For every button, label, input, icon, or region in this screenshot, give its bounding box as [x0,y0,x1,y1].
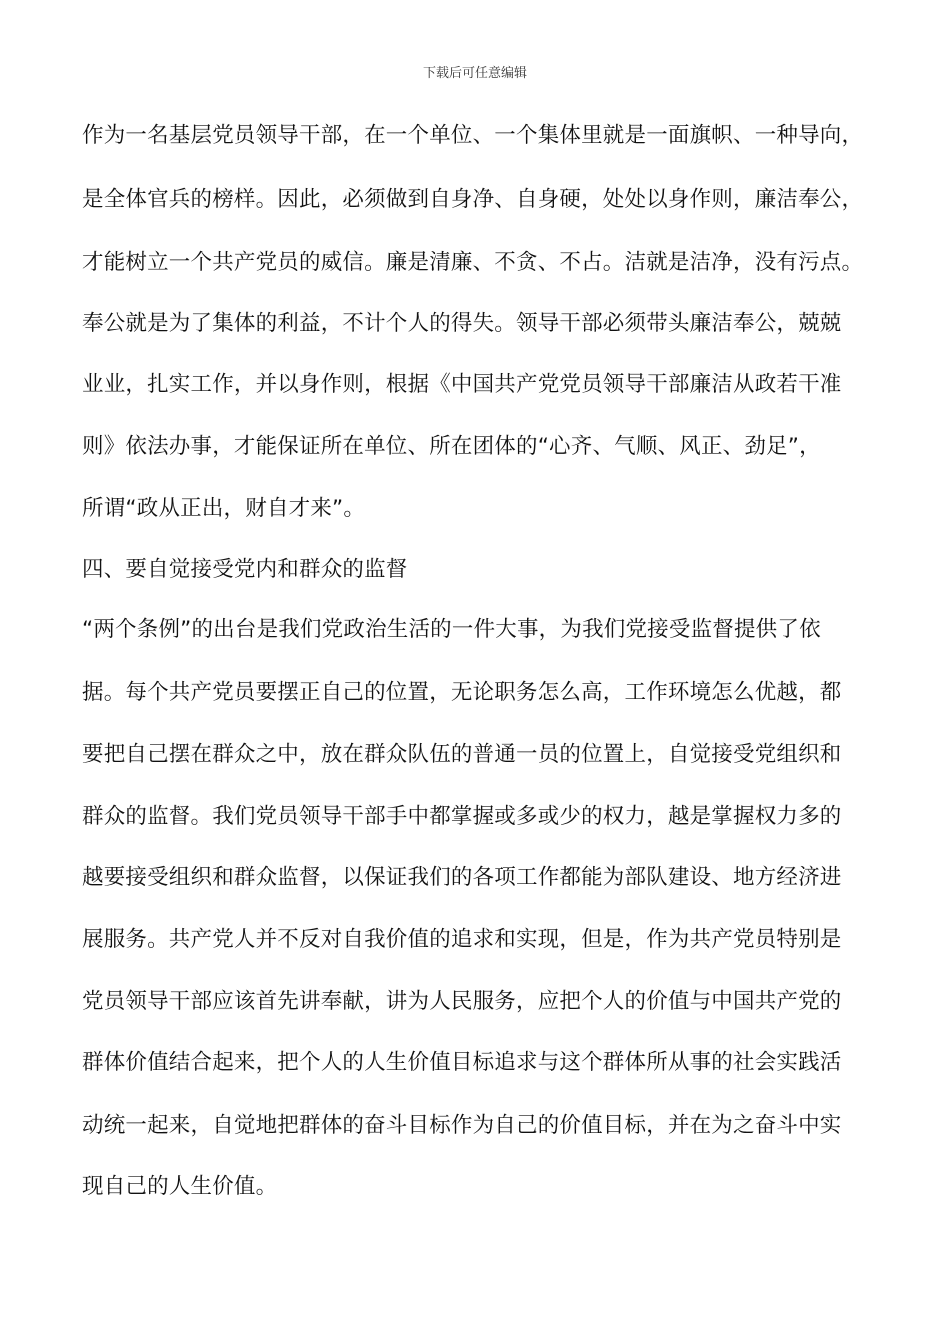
paragraph-line: 是全体官兵的榜样。因此，必须做到自身净、自身硬，处处以身作则，廉洁奉公， [82,187,864,212]
paragraph-line: 则》依法办事，才能保证所在单位、所在团体的“心齐、气顺、风正、劲足”， [82,434,821,459]
paragraph-line: 党员领导干部应该首先讲奉献，讲为人民服务，应把个人的价值与中国共产党的 [82,989,842,1014]
paragraph-line: 群体价值结合起来，把个人的人生价值目标追求与这个群体所从事的社会实践活 [82,1050,842,1075]
paragraph-line: 据。每个共产党员要摆正自己的位置，无论职务怎么高，工作环境怎么优越，都 [82,680,842,705]
paragraph-line: “两个条例”的出台是我们党政治生活的一件大事，为我们党接受监督提供了依 [82,617,821,642]
paragraph-line: 作为一名基层党员领导干部，在一个单位、一个集体里就是一面旗帜、一种导向， [82,123,864,148]
paragraph-line: 所谓“政从正出，财自才来”。 [82,496,366,521]
paragraph-line: 要把自己摆在群众之中，放在群众队伍的普通一员的位置上，自觉接受党组织和 [82,742,842,767]
paragraph-line: 群众的监督。我们党员领导干部手中都掌握或多或少的权力，越是掌握权力多的 [82,804,842,829]
paragraph-line: 奉公就是为了集体的利益，不计个人的得失。领导干部必须带头廉洁奉公，兢兢 [82,311,842,336]
paragraph-line: 展服务。共产党人并不反对自我价值的追求和实现，但是，作为共产党员特别是 [82,927,842,952]
page-header: 下载后可任意编辑 [422,66,527,81]
paragraph-line: 业业，扎实工作，并以身作则，根据《中国共产党党员领导干部廉洁从政若干准 [82,372,842,397]
paragraph-line: 动统一起来，自觉地把群体的奋斗目标作为自己的价值目标，并在为之奋斗中实 [82,1113,842,1138]
section-heading: 四、要自觉接受党内和群众的监督 [82,557,408,582]
paragraph-line: 越要接受组织和群众监督，以保证我们的各项工作都能为部队建设、地方经济进 [82,865,842,890]
paragraph-line: 才能树立一个共产党员的威信。廉是清廉、不贪、不占。洁就是洁净，没有污点。 [82,250,864,275]
paragraph-line: 现自己的人生价值。 [82,1174,278,1199]
